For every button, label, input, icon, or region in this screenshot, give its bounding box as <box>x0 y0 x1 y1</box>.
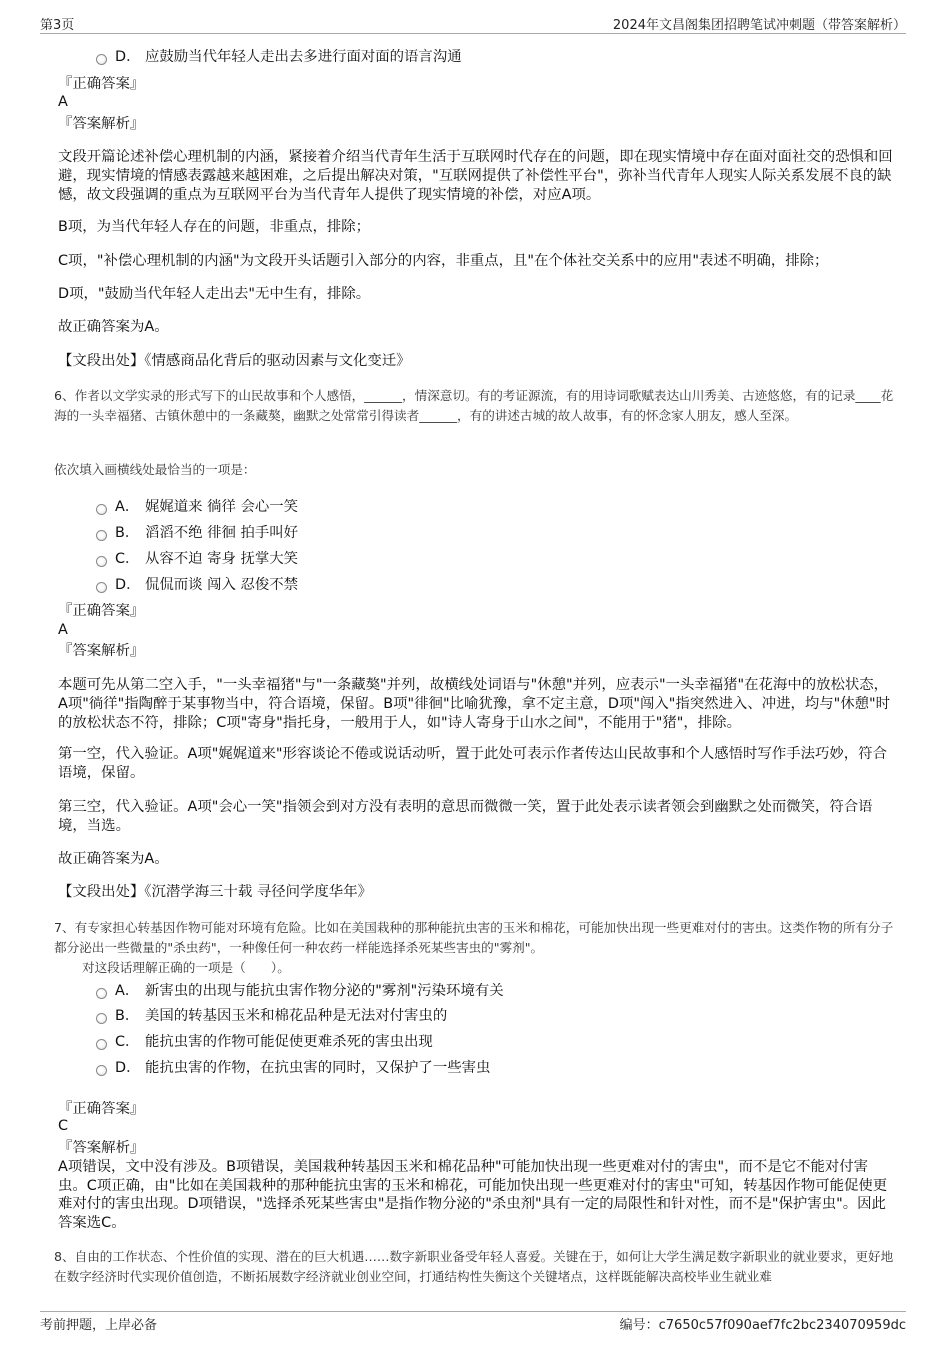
option-letter: D． <box>115 577 141 593</box>
conclusion: 故正确答案为A。 <box>58 851 169 867</box>
radio-icon[interactable] <box>96 530 107 541</box>
analysis-paragraph: A项错误，文中没有涉及。B项错误，美国栽种转基因玉米和棉花品种"可能加快出现一些更难对付的害虫"，而不是它不能对付害虫。C项正确，由"比如在美国栽种的那种能抗虫害的玉米和棉花，可能加快出现一些更难对付的害虫"可知，转基因作物可能促使更难对付的害虫出现。D项错误，"选择杀死某些害虫"是指作物分泌的"杀虫剂"具有一定的局限性和针对性，而不是"保护害虫"。因此答案选C。 <box>58 1159 888 1231</box>
question-7-stem: 7、有专家担心转基因作物可能对环境有危险。比如在美国栽种的那种能抗虫害的玉米和棉花，可能加快出现一些更难对付的害虫。这类作物的所有分子都分泌出一些微量的"杀虫药"，一种像任何一种农药一样能选择杀死某些害虫的"雾剂"。 <box>54 920 894 955</box>
radio-icon[interactable] <box>96 504 107 515</box>
page-number: 第3页 <box>40 18 75 33</box>
question-7-prompt: 对这段话理解正确的一项是（ ）。 <box>82 960 290 975</box>
option-text: 滔滔不绝 徘徊 拍手叫好 <box>145 525 299 541</box>
radio-icon[interactable] <box>96 988 107 999</box>
q6-option-b[interactable] <box>96 523 298 543</box>
footer-slogan: 考前押题，上岸必备 <box>40 1318 158 1333</box>
q6-option-a[interactable] <box>96 497 298 517</box>
radio-icon[interactable] <box>96 1039 107 1050</box>
analysis-paragraph: 第一空，代入验证。A项"娓娓道来"形容谈论不倦或说话动听，置于此处可表示作者传达山民故事和个人感悟时写作手法巧妙，符合语境，保留。 <box>58 746 887 781</box>
source: 【文段出处】《情感商品化背后的驱动因素与文化变迁》 <box>58 353 411 369</box>
option-letter: C． <box>115 1034 140 1050</box>
analysis-paragraph: C项，"补偿心理机制的内涵"为文段开头话题引入部分的内容，非重点，且"在个体社交关系中的应用"表述不明确，排除； <box>58 253 829 269</box>
conclusion: 故正确答案为A。 <box>58 319 169 335</box>
answer-value: A <box>58 94 68 110</box>
option-d[interactable] <box>96 47 462 67</box>
analysis-paragraph: 第三空，代入验证。A项"会心一笑"指领会到对方没有表明的意思而微微一笑，置于此处表示读者领会到幽默之处而微笑，符合语境，当选。 <box>58 799 873 834</box>
option-letter: D． <box>115 49 141 65</box>
option-letter: B． <box>115 1008 140 1024</box>
question-6-prompt: 依次填入画横线处最恰当的一项是： <box>54 462 256 477</box>
analysis-label: 『答案解析』 <box>58 643 145 659</box>
q7-option-a[interactable] <box>96 981 504 1001</box>
question-6-stem: 6、作者以文学实录的形式写下的山民故事和个人感悟，______，情深意切。有的考证源流，有的用诗词歌赋表达山川秀美、古迹悠悠，有的记录____花海的一头幸福猪、古镇休憩中的一条藏獒，幽默之处常常引得读者______，有的讲述古城的故人故事，有的怀念家人朋友，感人至深。 <box>54 388 894 423</box>
option-text: 美国的转基因玉米和棉花品种是无法对付害虫的 <box>145 1008 448 1024</box>
answer-value: A <box>58 622 68 638</box>
option-text: 能抗虫害的作物，在抗虫害的同时，又保护了一些害虫 <box>145 1060 491 1076</box>
document-title: 2024年文昌阁集团招聘笔试冲刺题（带答案解析） <box>612 18 906 33</box>
analysis-label: 『答案解析』 <box>58 1140 145 1156</box>
answer-label: 『正确答案』 <box>58 1101 145 1117</box>
radio-icon[interactable] <box>96 1065 107 1076</box>
answer-label: 『正确答案』 <box>58 603 145 619</box>
q7-option-c[interactable] <box>96 1032 433 1052</box>
option-text: 娓娓道来 徜徉 会心一笑 <box>145 499 299 515</box>
q7-option-d[interactable] <box>96 1058 490 1078</box>
source: 【文段出处】《沉潜学海三十载 寻径问学度华年》 <box>58 884 372 900</box>
footer-divider <box>40 1311 906 1312</box>
header-divider <box>40 33 906 34</box>
analysis-paragraph: B项，为当代年轻人存在的问题，非重点，排除； <box>58 219 371 235</box>
option-letter: A． <box>115 983 140 999</box>
document-id: 编号：c7650c57f090aef7fc2bc234070959dc <box>619 1318 906 1333</box>
option-text: 新害虫的出现与能抗虫害作物分泌的"雾剂"污染环境有关 <box>145 983 504 999</box>
option-text: 应鼓励当代年轻人走出去多进行面对面的语言沟通 <box>145 49 462 65</box>
option-letter: C． <box>115 551 140 567</box>
analysis-paragraph: 文段开篇论述补偿心理机制的内涵，紧接着介绍当代青年生活于互联网时代存在的问题，即在现实情境中存在面对面社交的恐惧和回避，现实情境的情感表露越来越困难，之后提出解决对策，"互联网提供了补偿性平台"，弥补当代青年人现实人际关系发展不良的缺憾，故文段强调的重点为互联网平台为当代青年人提供了现实情境的补偿，对应A项。 <box>58 149 893 203</box>
analysis-paragraph: 本题可先从第二空入手，"一头幸福猪"与"一条藏獒"并列，故横线处词语与"休憩"并列，应表示"一头幸福猪"在花海中的放松状态，A项"徜徉"指陶醉于某事物当中，符合语境，保留。B项"徘徊"比喻犹豫，拿不定主意，D项"闯入"指突然进入、冲进，均与"休憩"时的放松状态不符，排除；C项"寄身"指托身，一般用于人，如"诗人寄身于山水之间"，不能用于"猪"，排除。 <box>58 677 891 731</box>
option-text: 能抗虫害的作物可能促使更难杀死的害虫出现 <box>145 1034 433 1050</box>
radio-icon[interactable] <box>96 1013 107 1024</box>
radio-icon[interactable] <box>96 54 107 65</box>
analysis-paragraph: D项，"鼓励当代年轻人走出去"无中生有，排除。 <box>58 286 371 302</box>
option-text: 侃侃而谈 闯入 忍俊不禁 <box>145 577 299 593</box>
question-8-stem: 8、自由的工作状态、个性价值的实现、潜在的巨大机遇……数字新职业备受年轻人喜爱。关键在于，如何让大学生满足数字新职业的就业要求，更好地在数字经济时代实现价值创造，不断拓展数字经济就业创业空间，打通结构性失衡这个关键堵点，这样既能解决高校毕业生就业难 <box>54 1249 894 1284</box>
radio-icon[interactable] <box>96 582 107 593</box>
q6-option-c[interactable] <box>96 549 298 569</box>
q7-option-b[interactable] <box>96 1006 447 1026</box>
radio-icon[interactable] <box>96 556 107 567</box>
option-letter: B． <box>115 525 140 541</box>
answer-label: 『正确答案』 <box>58 76 145 92</box>
q6-option-d[interactable] <box>96 575 298 595</box>
option-letter: D． <box>115 1060 141 1076</box>
option-text: 从容不迫 寄身 抚掌大笑 <box>145 551 299 567</box>
answer-value: C <box>58 1118 69 1134</box>
analysis-label: 『答案解析』 <box>58 116 145 132</box>
option-letter: A． <box>115 499 140 515</box>
